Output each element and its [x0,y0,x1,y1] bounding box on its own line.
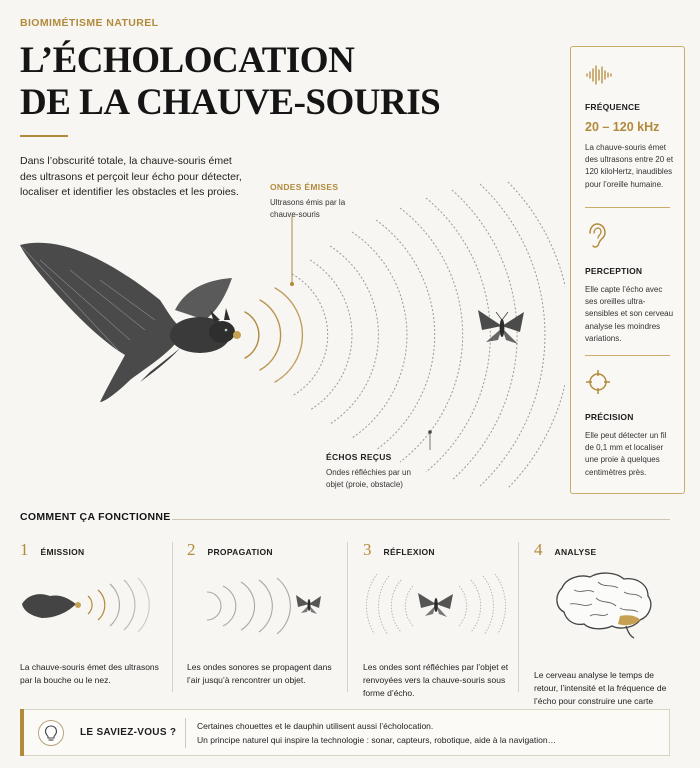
fact-precision [585,369,677,479]
fact-text: Elle capte l’écho avec ses oreilles ultra-sensibles et son cerveau analyse les moindres variations. [585,285,674,343]
step-label: ANALYSE [554,547,597,557]
step-number: 1 [20,540,29,559]
emitted-text: Ultrasons émis par la chauve-souris [270,198,346,219]
fact-perception [585,223,677,345]
ear-icon [585,223,607,249]
did-you-know-divider [185,718,186,748]
reflexion-illustration [363,574,513,634]
facts-sidebar [570,46,685,494]
step-emission [20,540,160,687]
step-text: Les ondes sont réfléchies par l’objet et renvoyées vers la chauve-souris sous forme d’écho. [363,662,509,698]
crosshair-icon [585,369,611,395]
fact-heading: FRÉQUENCE [585,102,641,112]
did-you-know-title: LE SAVIEZ-VOUS ? [80,727,177,738]
emitted-waves [245,288,302,382]
title-divider [20,135,68,137]
bat-illustration [20,243,241,402]
echo-text: Ondes réfléchies par un objet (proie, obstacle) [326,468,411,489]
step-number: 3 [363,540,372,559]
emitted-label-block [270,182,370,221]
fact-frequency [585,65,677,191]
fact-text: La chauve-souris émet des ultrasons entre 20 et 120 kiloHertz, inaudibles pour l’oreille humaine. [585,143,674,189]
step-analyse [534,540,674,721]
fact-heading: PRÉCISION [585,412,634,422]
did-you-know-line-1: Certaines chouettes et le dauphin utilisent aussi l’écholocation. [197,721,434,731]
step-text: Les ondes sonores se propagent dans l’air jusqu’à rencontrer un objet. [187,662,332,685]
step-divider [347,542,348,692]
step-divider [518,542,519,692]
title-line-2: DE LA CHAUVE-SOURIS [20,82,441,123]
how-heading: COMMENT ÇA FONCTIONNE [20,511,171,523]
page-title [20,40,440,124]
step-label: ÉMISSION [40,547,85,557]
did-you-know-text [197,719,556,747]
frequency-value: 20 – 120 kHz [585,120,660,134]
did-you-know-accent [20,709,24,756]
fact-heading: PERCEPTION [585,266,643,276]
fact-text: Elle peut détecter un fil de 0,1 mm et localiser une proie à quelques centimètres près. [585,431,667,477]
step-label: RÉFLEXION [383,547,435,557]
moth-illustration [478,310,524,344]
emitted-label: ONDES ÉMISES [270,182,339,192]
step-divider [172,542,173,692]
step-number: 2 [187,540,196,559]
emitted-waves-far [292,182,565,488]
step-number: 4 [534,540,543,559]
step-reflexion [363,540,513,700]
lightbulb-icon [38,720,64,746]
soundwave-icon [585,65,613,85]
echo-label: ÉCHOS REÇUS [326,452,392,462]
step-label: PROPAGATION [207,547,273,557]
emission-illustration [20,574,160,634]
sidebar-divider [585,355,670,356]
step-propagation [187,540,337,687]
how-divider [172,519,670,520]
sidebar-divider [585,207,670,208]
kicker: BIOMIMÉTISME NATUREL [20,17,159,29]
propagation-illustration [187,574,337,634]
brain-illustration [534,568,674,640]
echo-label-block [326,452,426,491]
title-line-1: L’ÉCHOLOCATION [20,40,355,81]
intro-paragraph: Dans l’obscurité totale, la chauve-souris émet des ultrasons et perçoit leur écho pour détecter, localiser et identifier les obstacles et les proies. [20,155,242,198]
did-you-know-line-2: Un principe naturel qui inspire la technologie : sonar, capteurs, robotique, aide à la navigation… [197,735,557,745]
step-text: Le cerveau analyse le temps de retour, l’intensité et la fréquence de l’écho pour construire une carte [534,670,667,706]
step-text: La chauve-souris émet des ultrasons par la bouche ou le nez. [20,662,159,685]
